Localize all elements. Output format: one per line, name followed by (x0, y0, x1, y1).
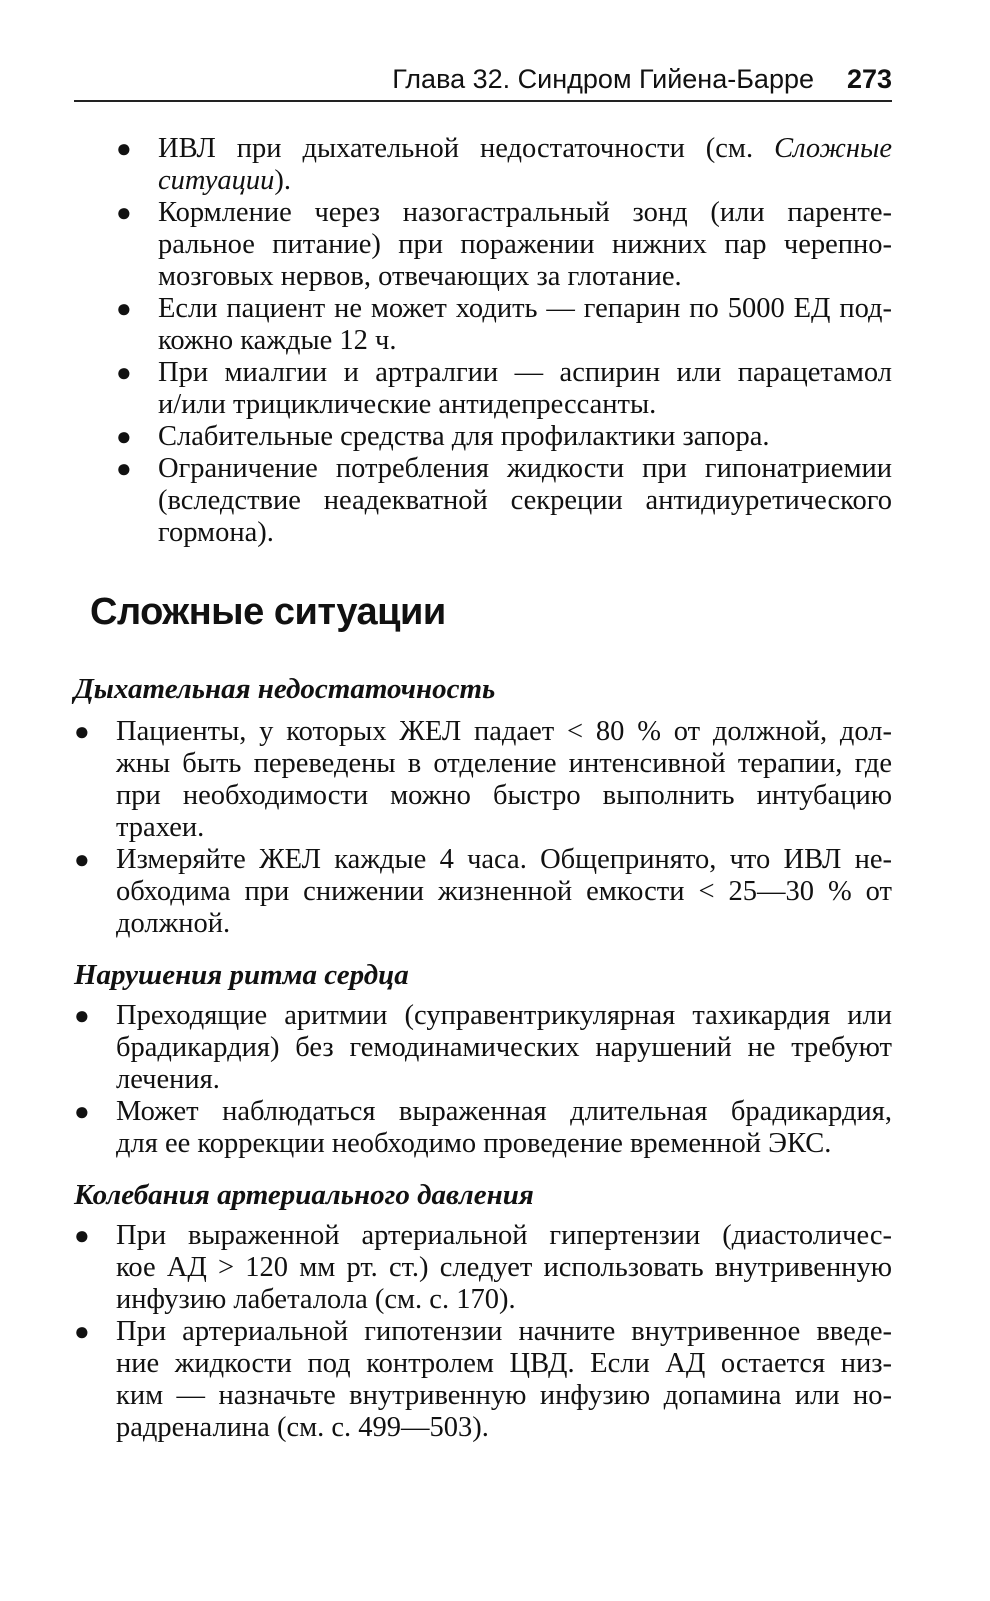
list-item (74, 844, 892, 940)
cross-reference: Сложные (774, 133, 892, 164)
text-line: обходима при снижении жизненной емкости < 25—30 % от (116, 876, 892, 907)
text-line: Ограничение потребления жидкости при гипонатриемии (158, 453, 892, 484)
bullet-icon: ● (74, 717, 90, 746)
list-item (74, 1096, 892, 1160)
bullet-icon: ● (116, 134, 132, 163)
text-line: для ее коррекции необходимо проведение временной ЭКС. (116, 1128, 832, 1159)
bullet-icon: ● (74, 1001, 90, 1030)
text-line: Преходящие аритмии (суправентрикулярная тахикардия или (116, 1000, 892, 1031)
subsection-title-blood-pressure: Колебания артериального давления (74, 1179, 534, 1211)
bullet-icon: ● (74, 1317, 90, 1346)
text-line: Измеряйте ЖЕЛ каждые 4 часа. Общепринято, что ИВЛ не- (116, 844, 892, 875)
text-line: Может наблюдаться выраженная длительная брадикардия, (116, 1096, 892, 1127)
text-line: Кормление через назогастральный зонд (или паренте- (158, 197, 892, 228)
list-item (116, 133, 892, 197)
list-item (74, 1220, 892, 1316)
bullet-icon: ● (116, 422, 132, 451)
text-line: Слабительные средства для профилактики запора. (158, 421, 770, 452)
text-line: брадикардия) без гемодинамических нарушений не требуют (116, 1032, 892, 1063)
bullet-icon: ● (116, 198, 132, 227)
cross-reference: ситуации (158, 165, 275, 196)
text-line: ким — назначьте внутривенную инфузию допамина или но- (116, 1380, 892, 1411)
text-line: ние жидкости под контролем ЦВД. Если АД остается низ- (116, 1348, 892, 1379)
text-line: должной. (116, 908, 231, 939)
text-line: и/или трициклические антидепрессанты. (158, 389, 657, 420)
text-line: При миалгии и артралгии — аспирин или парацетамол (158, 357, 892, 388)
subsection-title-respiratory: Дыхательная недостаточность (74, 673, 496, 705)
bullet-icon: ● (116, 294, 132, 323)
list-item (116, 293, 892, 357)
text-line: жны быть переведены в отделение интенсивной терапии, где (116, 748, 892, 779)
text-line: ИВЛ при дыхательной недостаточности (см. Сложные (158, 133, 892, 164)
text-line: Пациенты, у которых ЖЕЛ падает < 80 % от должной, дол- (116, 716, 892, 747)
text-line: гормона). (158, 517, 274, 548)
bullet-icon: ● (74, 845, 90, 874)
text-line: при необходимости можно быстро выполнить интубацию (116, 780, 892, 811)
arrhythmia-bullet-list (74, 1000, 892, 1160)
list-item (74, 1000, 892, 1096)
subsection-title-arrhythmia: Нарушения ритма сердца (74, 959, 409, 991)
text-line: кое АД > 120 мм рт. ст.) следует использовать внутривенную (116, 1252, 892, 1283)
text-line: При выраженной артериальной гипертензии (диастоличес- (116, 1220, 892, 1251)
list-item (116, 197, 892, 293)
text-line: ситуации). (158, 165, 292, 196)
text-line: Если пациент не может ходить — гепарин по 5000 ЕД под- (158, 293, 892, 324)
text-line: При артериальной гипотензии начните внутривенное введе- (116, 1316, 892, 1347)
list-item (116, 421, 892, 453)
text-line: трахеи. (116, 812, 205, 843)
bullet-icon: ● (116, 358, 132, 387)
list-item (116, 357, 892, 421)
page-number: 273 (846, 64, 892, 94)
section-title: Сложные ситуации (90, 591, 446, 633)
text-line: мозговых нервов, отвечающих за глотание. (158, 261, 682, 292)
text-line: радреналина (см. с. 499—503). (116, 1412, 489, 1443)
text-line: лечения. (116, 1064, 220, 1095)
text-line: ральное питание) при поражении нижних пар черепно- (158, 229, 892, 260)
bullet-icon: ● (74, 1221, 90, 1250)
text-line: кожно каждые 12 ч. (158, 325, 397, 356)
treatment-bullet-list (116, 133, 892, 549)
list-item (74, 1316, 892, 1444)
bullet-icon: ● (74, 1097, 90, 1126)
text-line: инфузию лабеталола (см. с. 170). (116, 1284, 516, 1315)
bullet-icon: ● (116, 454, 132, 483)
blood-pressure-bullet-list (74, 1220, 892, 1444)
text-line: (вследствие неадекватной секреции антидиуретического (158, 485, 892, 516)
list-item (116, 453, 892, 549)
list-item (74, 716, 892, 844)
running-header (74, 62, 892, 102)
chapter-title: Глава 32. Синдром Гийена-Барре (392, 64, 814, 94)
respiratory-bullet-list (74, 716, 892, 940)
